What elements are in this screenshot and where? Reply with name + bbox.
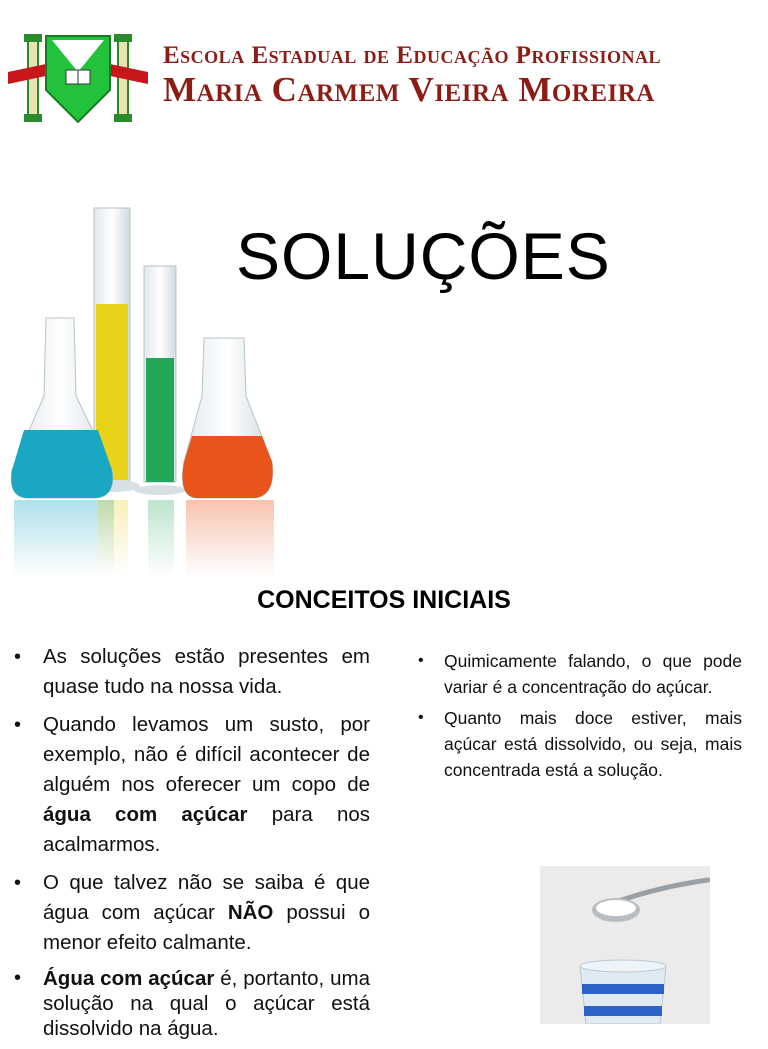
list-item: • Quimicamente falando, o que pode variar é a concentração do açúcar.	[418, 648, 742, 700]
school-name-line1: Escola Estadual de Educação Profissional	[163, 42, 662, 69]
left-bullet-list	[14, 642, 370, 1049]
list-item: • Quando levamos um susto, por exemplo, não é difícil acontecer de alguém nos oferecer um copo de água com açúcar para nos acalmarmos.	[14, 710, 370, 860]
right-bullet-list	[418, 648, 742, 788]
school-crest-icon	[6, 30, 150, 126]
list-item: • As soluções estão presentes em quase tudo na nossa vida.	[14, 642, 370, 702]
list-item: • O que talvez não se saiba é que água com açúcar NÃO possui o menor efeito calmante.	[14, 868, 370, 958]
school-name-line2: Maria Carmem Vieira Moreira	[163, 70, 655, 109]
header	[0, 0, 768, 140]
list-item: • Quanto mais doce estiver, mais açúcar está dissolvido, ou seja, mais concentrada está a solução.	[418, 705, 742, 783]
section-title: CONCEITOS INICIAIS	[257, 586, 511, 614]
list-item: • Água com açúcar é, portanto, uma solução na qual o açúcar está dissolvido na água.	[14, 966, 370, 1041]
spoon-sugar-glass-photo	[540, 866, 710, 1024]
page-title: SOLUÇÕES	[236, 219, 611, 293]
